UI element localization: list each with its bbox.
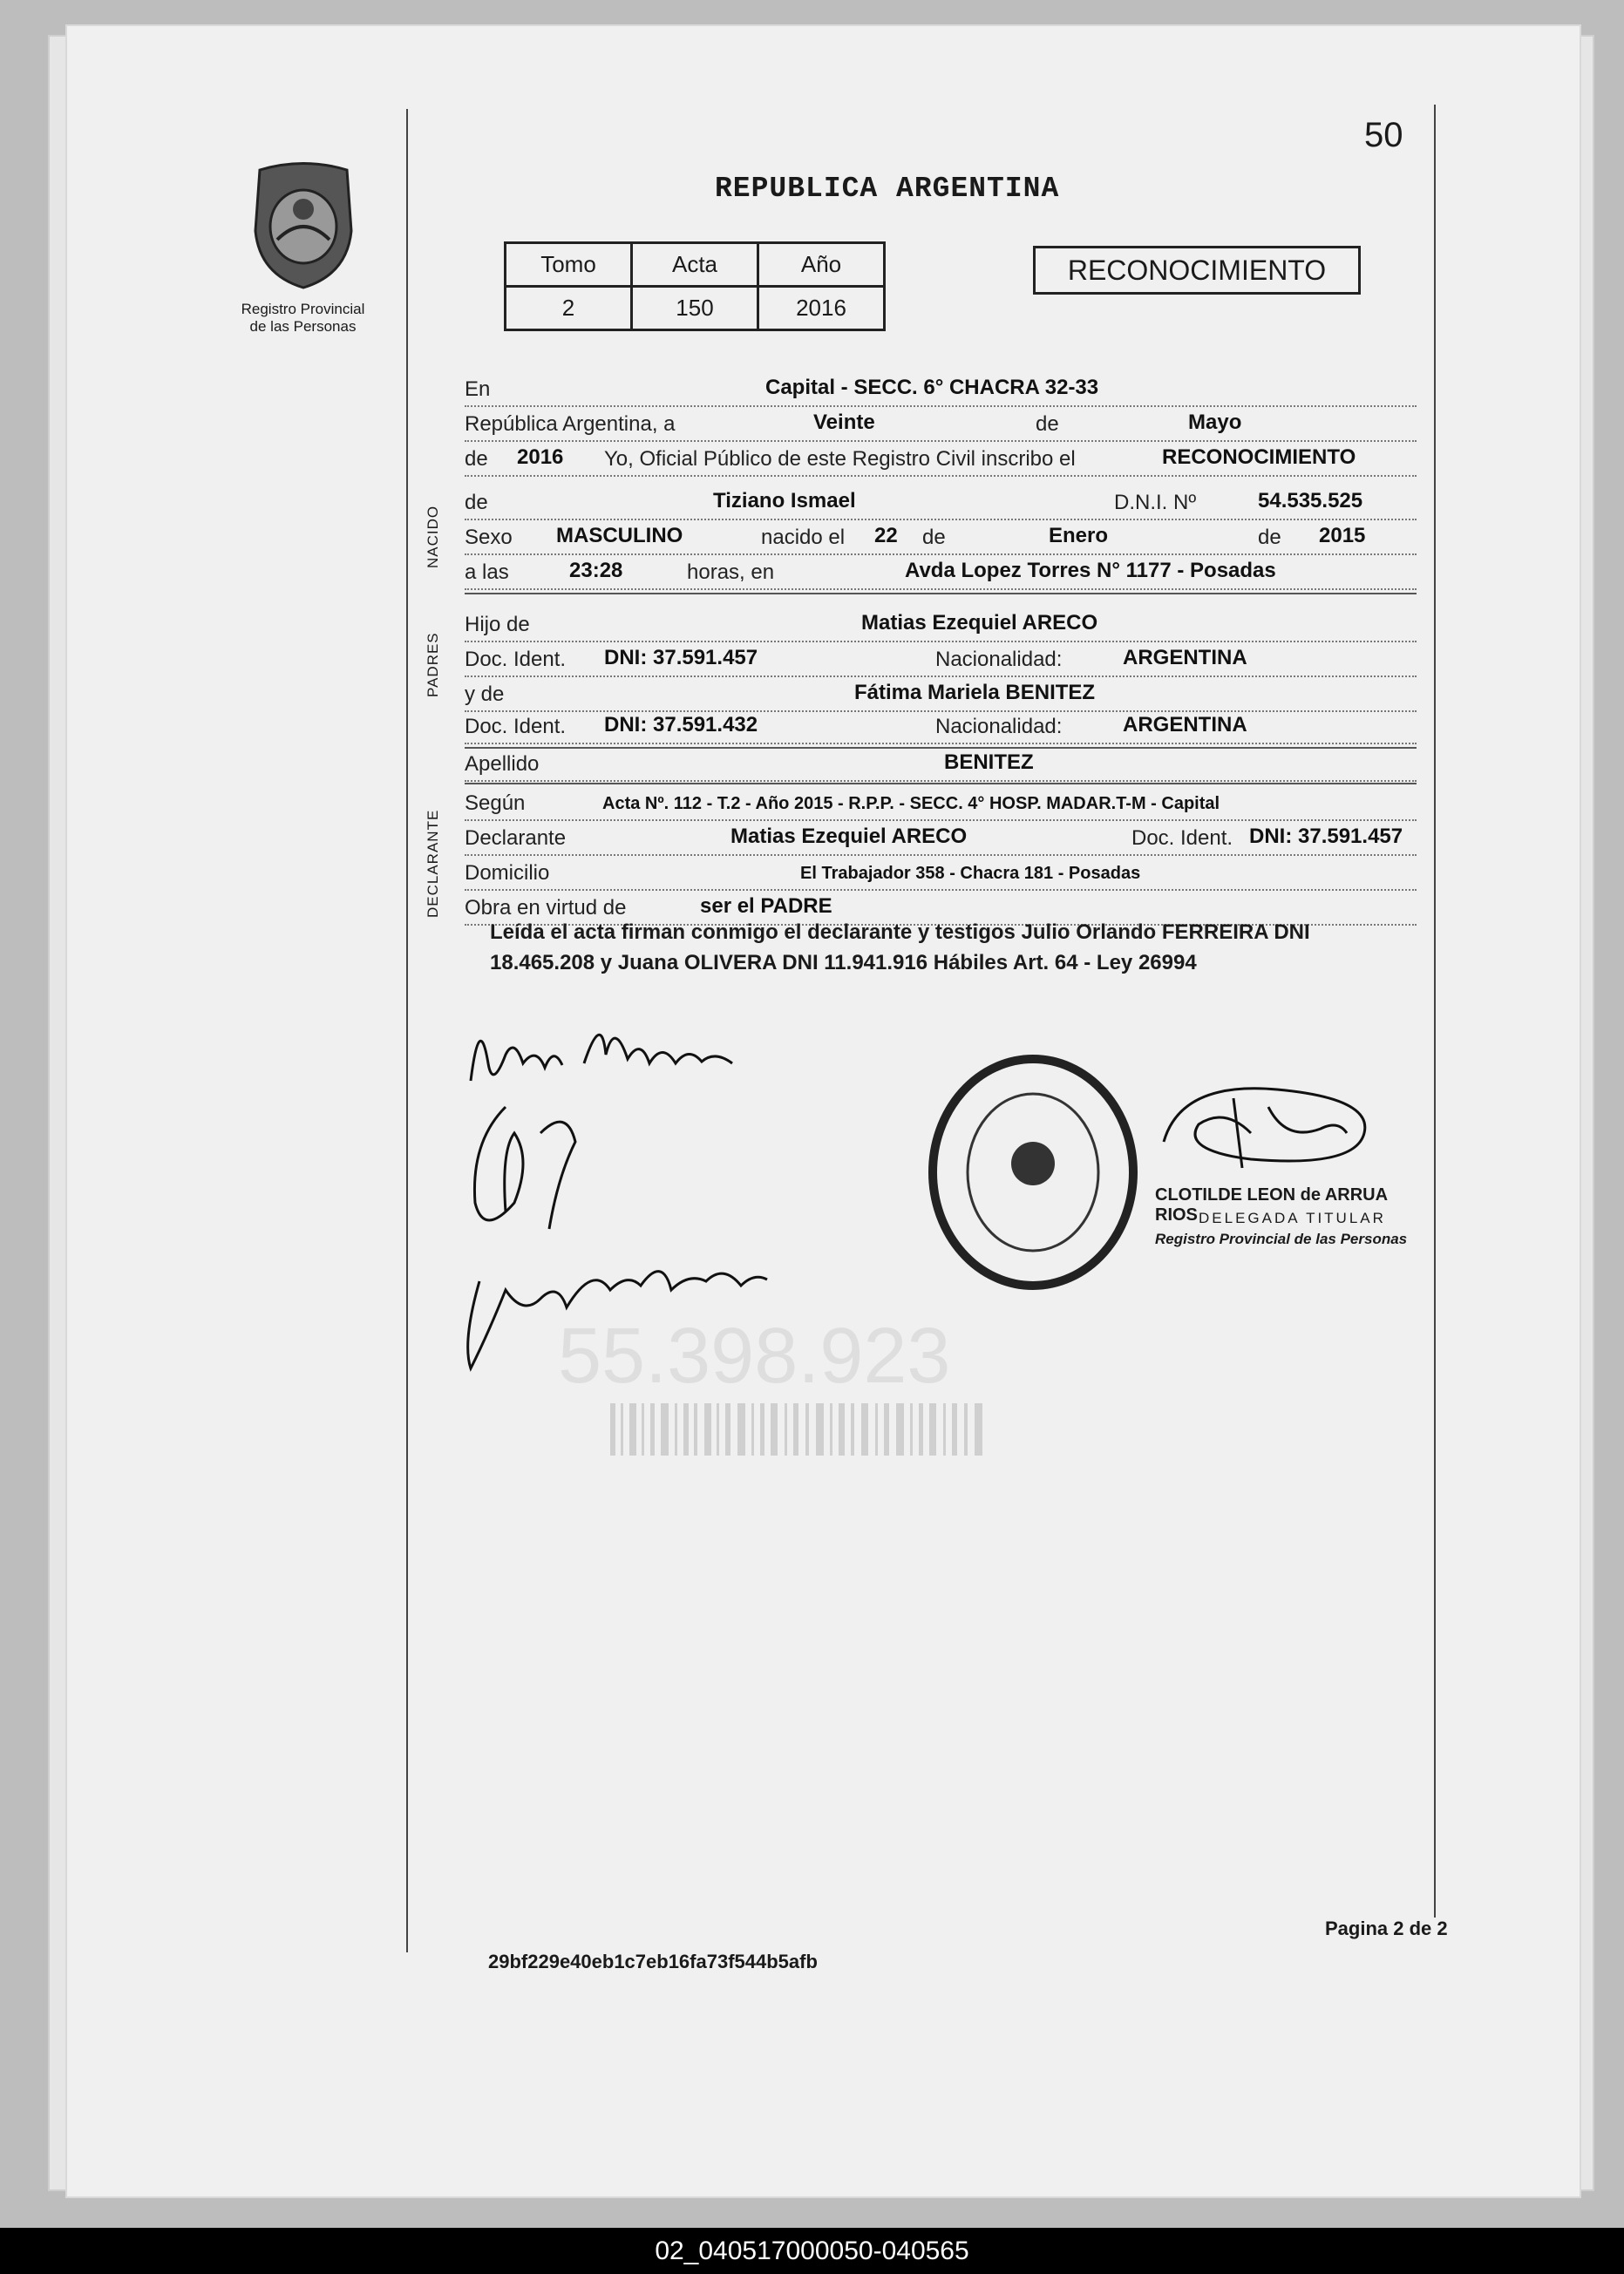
field-value: Avda Lopez Torres N° 1177 - Posadas bbox=[905, 559, 1276, 582]
field-value: Matias Ezequiel ARECO bbox=[861, 611, 1098, 635]
form-row-apellido bbox=[465, 745, 1417, 782]
delegate-office: Registro Provincial de las Personas bbox=[1155, 1231, 1408, 1247]
official-stamp-icon bbox=[924, 1050, 1142, 1294]
form-row-fecha bbox=[465, 405, 1417, 442]
field-value: Mayo bbox=[1188, 411, 1242, 434]
field-label: de bbox=[922, 526, 946, 549]
field-value: Enero bbox=[1049, 524, 1109, 547]
delegate-role: DELEGADA TITULAR bbox=[1199, 1210, 1386, 1226]
act-table-cell: 2016 bbox=[758, 287, 885, 330]
field-label: Obra en virtud de bbox=[465, 896, 627, 920]
closing-note: Leída el acta firman conmigo el declarante y testigos Julio Orlando FERREIRA DNI 18.465.208 y Juana OLIVERA DNI 11.941.916 Hábiles Art. 64 - Ley 26994 bbox=[490, 920, 1310, 974]
form-row-inscribo bbox=[465, 440, 1417, 477]
field-value: MASCULINO bbox=[556, 524, 683, 547]
document-hash: 29bf229e40eb1c7eb16fa73f544b5afb bbox=[488, 1951, 818, 1972]
field-label: a las bbox=[465, 560, 509, 584]
field-label: nacido el bbox=[761, 526, 846, 549]
delegate-signature bbox=[1146, 1081, 1434, 1177]
field-value: Acta Nº. 112 - T.2 - Año 2015 - R.P.P. - SECC. 4° HOSP. MADAR.T-M - Capital bbox=[602, 794, 1220, 813]
form-row-madre-doc bbox=[465, 708, 1417, 744]
province-seal-icon bbox=[247, 161, 360, 292]
field-value: Veinte bbox=[813, 411, 875, 434]
side-label-nacido: NACIDO bbox=[425, 505, 441, 568]
field-label: Apellido bbox=[465, 752, 540, 776]
form-row-madre bbox=[465, 675, 1417, 712]
act-table-cell: 150 bbox=[632, 287, 758, 330]
form-row-hora bbox=[465, 553, 1417, 590]
field-value: 23:28 bbox=[569, 559, 623, 582]
barcode-icon bbox=[610, 1403, 994, 1456]
field-value: DNI: 37.591.432 bbox=[604, 713, 758, 737]
form-row-declarante bbox=[465, 819, 1417, 856]
registry-name: Registro Provincial de las Personas bbox=[241, 301, 365, 335]
field-label: Nacionalidad: bbox=[935, 715, 1063, 738]
watermark-number: 55.398.923 bbox=[558, 1313, 951, 1400]
field-label: D.N.I. Nº bbox=[1114, 491, 1197, 514]
right-margin-rule bbox=[1434, 105, 1436, 1918]
form-row-en bbox=[465, 370, 1417, 407]
form-row-domicilio bbox=[465, 854, 1417, 891]
field-label: de bbox=[1258, 526, 1281, 549]
field-value: 2015 bbox=[1319, 524, 1366, 547]
page-number: 50 bbox=[1364, 116, 1403, 154]
delegate-name: CLOTILDE LEON de ARRUA RIOS bbox=[1155, 1185, 1388, 1225]
field-label: Según bbox=[465, 791, 526, 815]
watermark-label bbox=[506, 1312, 1098, 1469]
field-value: BENITEZ bbox=[944, 750, 1034, 774]
file-id-strip: 02_040517000050-040565 bbox=[0, 2228, 1624, 2274]
form-row-nombre bbox=[465, 484, 1417, 520]
field-label: horas, en bbox=[687, 560, 775, 584]
form-row-segun bbox=[465, 784, 1417, 821]
field-label: Yo, Oficial Público de este Registro Civil inscribo el bbox=[604, 447, 1076, 471]
field-value: 54.535.525 bbox=[1258, 489, 1363, 512]
left-margin-rule bbox=[406, 109, 408, 1952]
country-title: REPUBLICA ARGENTINA bbox=[715, 173, 1060, 205]
field-label: de bbox=[465, 491, 488, 514]
field-label: Sexo bbox=[465, 526, 513, 549]
field-value: ARGENTINA bbox=[1123, 646, 1247, 669]
act-table-cell: 2 bbox=[506, 287, 632, 330]
field-label: Nacionalidad: bbox=[935, 648, 1063, 671]
field-label: Doc. Ident. bbox=[465, 648, 567, 671]
page-count: Pagina 2 de 2 bbox=[1325, 1918, 1448, 1939]
side-label-padres: PADRES bbox=[425, 632, 441, 697]
field-value: Tiziano Ismael bbox=[713, 489, 856, 512]
field-label: Doc. Ident. bbox=[465, 715, 567, 738]
field-label: República Argentina, a bbox=[465, 412, 676, 436]
delegate-signature-block bbox=[1146, 1081, 1434, 1281]
act-table bbox=[504, 241, 886, 331]
section-rule bbox=[465, 593, 1417, 594]
form-row-sexo bbox=[465, 519, 1417, 555]
field-value: DNI: 37.591.457 bbox=[1249, 825, 1403, 848]
field-value: ARGENTINA bbox=[1123, 713, 1247, 737]
field-label: de bbox=[1036, 412, 1059, 436]
field-value: 22 bbox=[874, 524, 898, 547]
form-row-padre-doc bbox=[465, 641, 1417, 677]
field-value: Fátima Mariela BENITEZ bbox=[854, 681, 1096, 704]
field-value: 2016 bbox=[517, 445, 564, 469]
field-label: Domicilio bbox=[465, 861, 550, 885]
field-label: Doc. Ident. bbox=[1131, 826, 1233, 850]
act-type-box: RECONOCIMIENTO bbox=[1033, 246, 1361, 295]
side-label-declarante: DECLARANTE bbox=[425, 809, 441, 918]
field-label: Hijo de bbox=[465, 613, 530, 636]
field-label: En bbox=[465, 377, 491, 401]
act-table-header: Tomo bbox=[506, 243, 632, 287]
field-value: ser el PADRE bbox=[700, 894, 832, 918]
field-value: El Trabajador 358 - Chacra 181 - Posadas bbox=[800, 864, 1141, 883]
field-value: Capital - SECC. 6° CHACRA 32-33 bbox=[765, 376, 1099, 399]
form-row-padre bbox=[465, 606, 1417, 642]
field-label: Declarante bbox=[465, 826, 567, 850]
field-value: DNI: 37.591.457 bbox=[604, 646, 758, 669]
field-label: de bbox=[465, 447, 488, 471]
act-table-header: Año bbox=[758, 243, 885, 287]
field-value: Matias Ezequiel ARECO bbox=[730, 825, 968, 848]
field-value: RECONOCIMIENTO bbox=[1162, 445, 1356, 469]
field-label: y de bbox=[465, 682, 505, 706]
act-table-header: Acta bbox=[632, 243, 758, 287]
